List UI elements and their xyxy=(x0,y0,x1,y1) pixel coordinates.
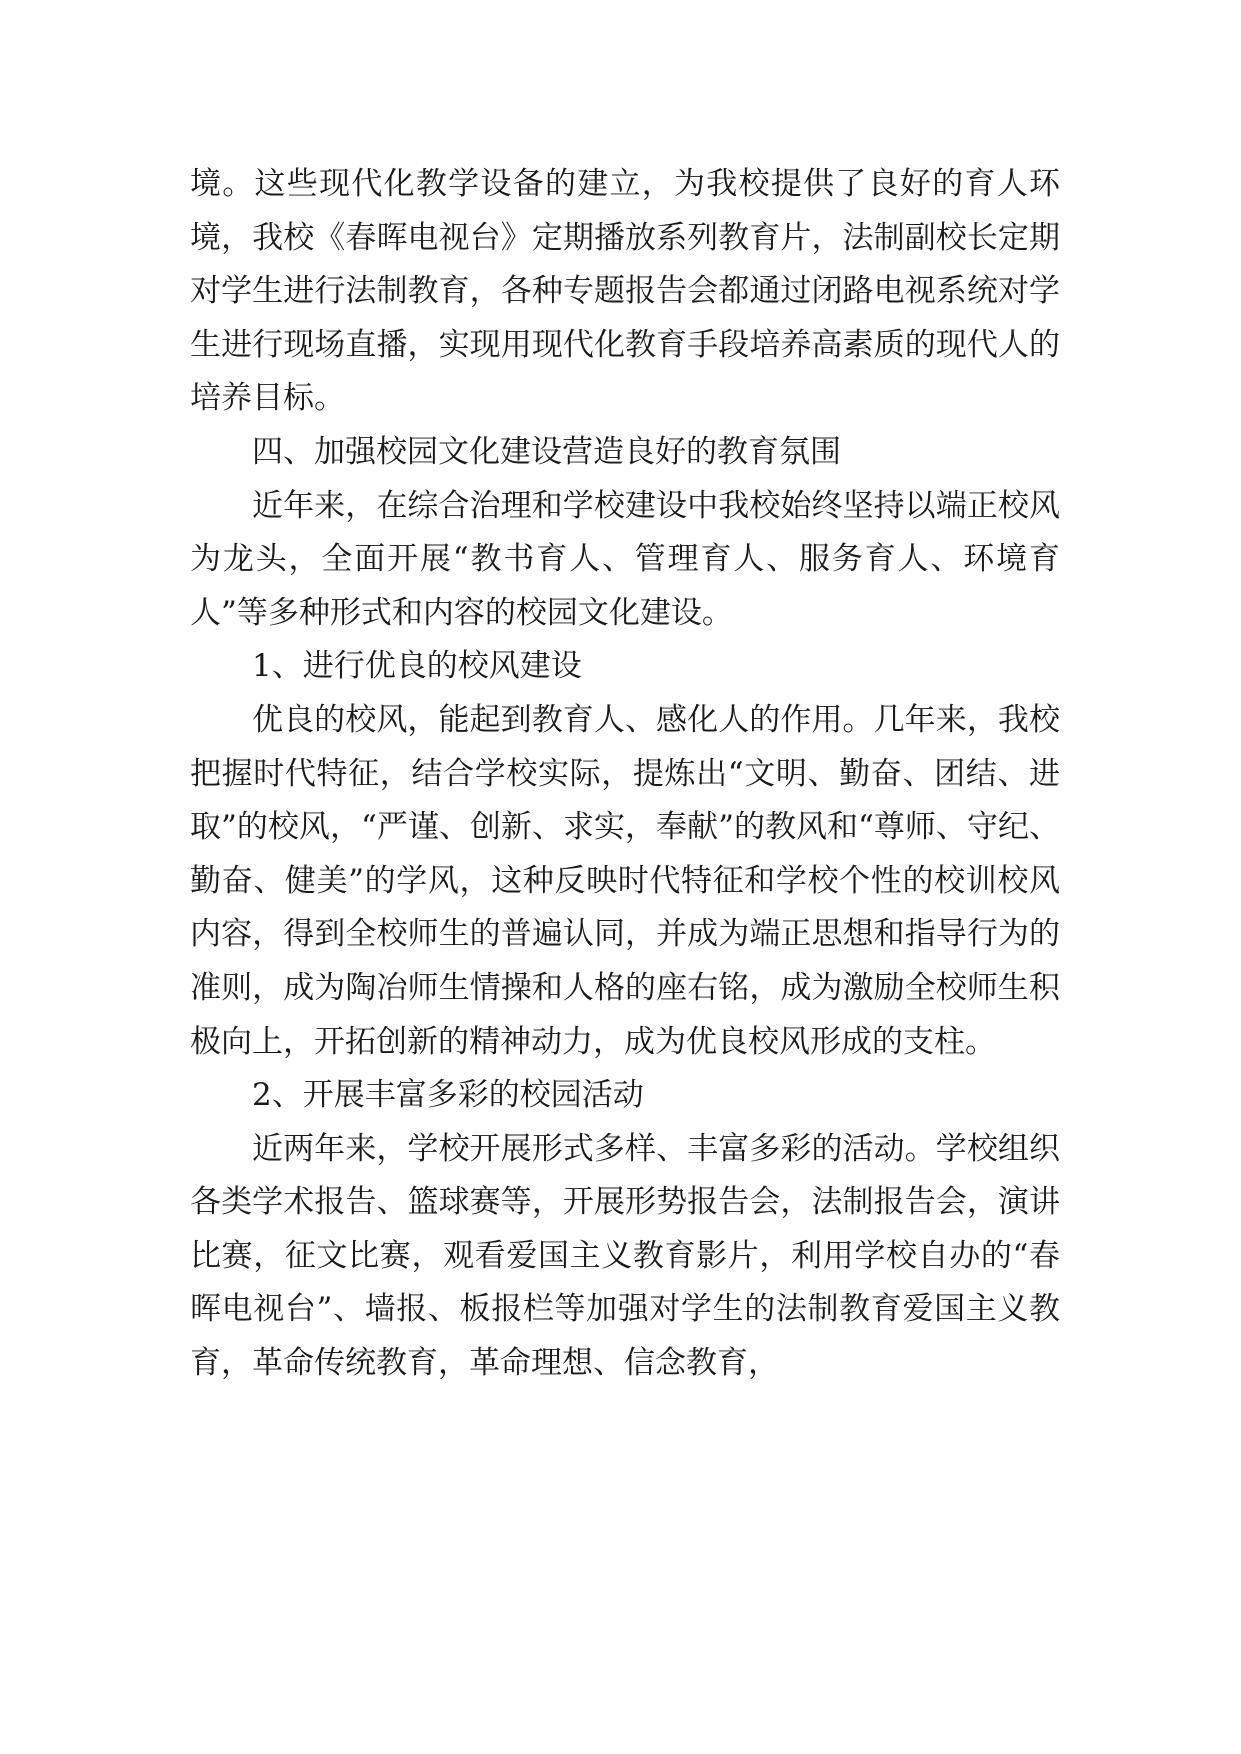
document-body xyxy=(190,158,1060,1391)
paragraph-campus-activities: 近两年来，学校开展形式多样、丰富多彩的活动。学校组织各类学术报告、篮球赛等，开展形势报告会，法制报告会，演讲比赛，征文比赛，观看爱国主义教育影片，利用学校自办的“春晖电视台”、墙报、板报栏等加强对学生的法制教育爱国主义教育，革命传统教育，革命理想、信念教育， xyxy=(190,1130,1060,1382)
paragraph-campus-culture: 近年来，在综合治理和学校建设中我校始终坚持以端正校风为龙头，全面开展“教书育人、管理育人、服务育人、环境育人”等多种形式和内容的校园文化建设。 xyxy=(190,487,1060,631)
paragraph-continuation: 境。这些现代化教学设备的建立，为我校提供了良好的育人环境，我校《春晖电视台》定期播放系列教育片，法制副校长定期对学生进行法制教育，各种专题报告会都通过闭路电视系统对学生进行现场直播，实现用现代化教育手段培养高素质的现代人的培养目标。 xyxy=(190,166,1060,417)
paragraph-school-spirit: 优良的校风，能起到教育人、感化人的作用。几年来，我校把握时代特征，结合学校实际，提炼出“文明、勤奋、团结、进取”的校风，“严谨、创新、求实，奉献”的教风和“尊师、守纪、勤奋、健美”的学风，这种反映时代特征和学校个性的校训校风内容，得到全校师生的普遍认同，并成为端正思想和指导行为的准则，成为陶冶师生情操和人格的座右铭，成为激励全校师生积极向上，开拓创新的精神动力，成为优良校风形成的支柱。 xyxy=(190,701,1060,1060)
subheading-campus-activities: 2、开展丰富多彩的校园活动 xyxy=(252,1077,644,1114)
section-heading-four: 四、加强校园文化建设营造良好的教育氛围 xyxy=(252,433,841,470)
subheading-school-spirit: 1、进行优良的校风建设 xyxy=(252,648,582,685)
